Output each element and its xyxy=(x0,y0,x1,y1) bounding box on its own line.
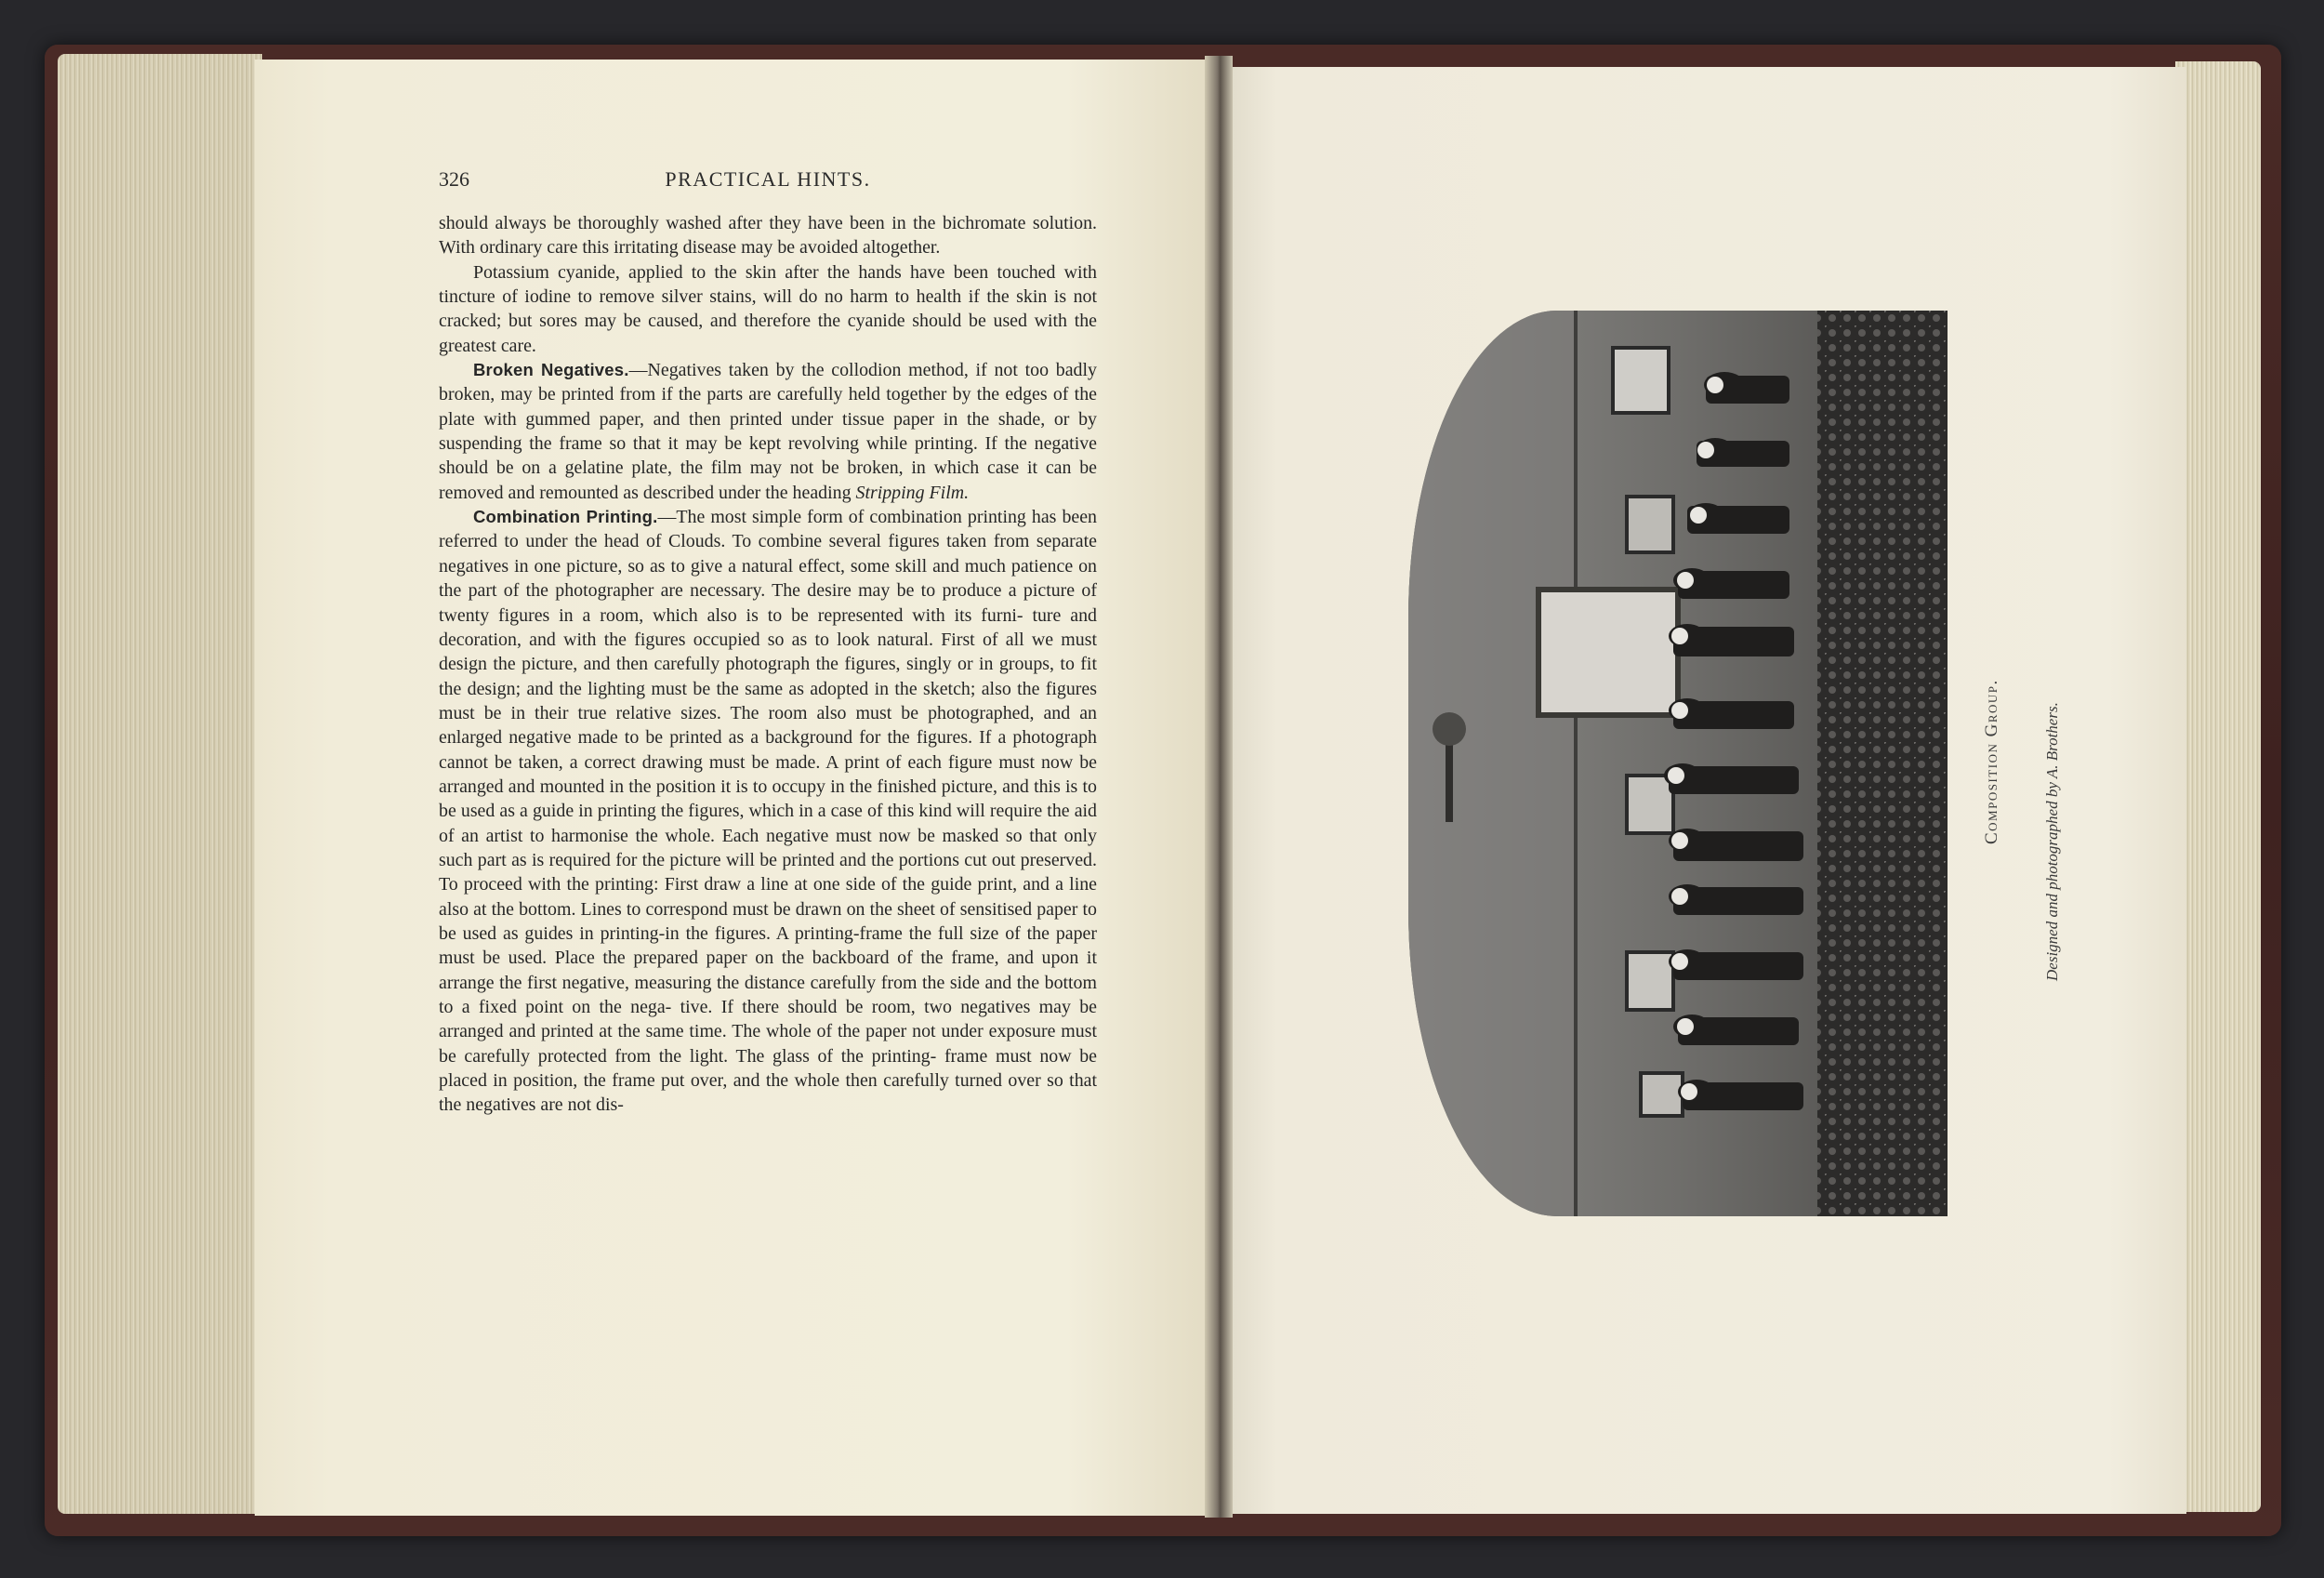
text-line: case it can be removed and remounted as described under the heading xyxy=(439,457,1097,503)
text-line: printing-in the figures. A printing-frame the full size of the paper xyxy=(600,922,1097,944)
text-line: bichromate solution. With ordinary care this irritating disease may xyxy=(439,213,1097,259)
text-line: First of all we must design the picture, and then carefully photograph xyxy=(439,629,1097,675)
text-line: must be used. Place the prepared paper on the backboard of the xyxy=(439,948,944,969)
running-head xyxy=(439,167,1097,199)
text-line: made. A print of each figure must now be arranged and mounted in xyxy=(439,751,1097,797)
text-line: the figures, singly or in groups, to fit the design; and the lighting xyxy=(439,654,1097,699)
page-block-right-edge xyxy=(2175,61,2261,1512)
text-line: so that it may be kept revolving while printing. If the negative xyxy=(609,433,1097,455)
text-line: and an enlarged negative made to be printed as a background for the xyxy=(439,702,1097,749)
text-line: frame, and upon it arrange the first negative, measuring the distance xyxy=(439,948,1097,993)
text-line: Potassium cyanide, applied to the skin after the hands have been xyxy=(473,261,989,283)
text-line: printed under tissue paper in the shade, or by suspending the frame xyxy=(439,408,1097,455)
text-line: guide print, and a line also at the bottom. Lines to correspond must xyxy=(439,874,1097,920)
text-line: not too badly broken, may be printed from if the parts are carefully xyxy=(439,360,1097,405)
text-line: figures. If a photograph cannot be taken, a correct drawing must be xyxy=(439,727,1097,773)
page-number: 326 xyxy=(439,167,469,191)
book-gutter xyxy=(1205,56,1233,1518)
text-line: printed at the same time. The whole of the paper not under exposure xyxy=(541,1021,1056,1042)
paragraph xyxy=(439,260,1097,358)
text-line: whole then carefully turned over so that the negatives are not dis- xyxy=(439,1070,1097,1116)
text-line: printing has been referred to under the head of Clouds. To combine xyxy=(439,507,1097,552)
text-line: should always be thoroughly washed after they have been in the xyxy=(439,213,936,233)
text-line: touched with tincture of iodine to remove silver stains, will do no xyxy=(439,261,1097,308)
plate-title: Composition Group. xyxy=(1982,679,2001,844)
text-line: and therefore the cyanide should be used with the greatest care. xyxy=(439,311,1097,356)
paragraph-heading: Broken Negatives. xyxy=(473,360,629,380)
paragraph-heading: Combination Printing. xyxy=(473,507,658,527)
paragraph xyxy=(439,505,1097,1118)
text-line: will require the aid of an artist to harmonise the whole. Each xyxy=(439,801,1097,846)
text-line: twenty figures in a room, which also is to be represented with its furni- xyxy=(439,604,1023,626)
text-line: must be the same as adopted in the sketch; also the figures must be xyxy=(439,678,1097,723)
text-line: used as a guide in printing the figures, which in a case of this kind xyxy=(460,801,952,822)
text-line: tive. If there should be room, two negatives may be arranged and xyxy=(439,997,1097,1042)
text-line: held together by the edges of the plate with gummed paper, and then xyxy=(439,384,1097,430)
text-line: several figures taken from separate negatives in one picture, so as to xyxy=(439,531,1097,577)
page-block-left-edge xyxy=(58,54,262,1514)
text-line: photographer are necessary. The desire may be to produce a picture of xyxy=(555,580,1097,602)
paragraph xyxy=(439,211,1097,260)
italic-reference: Stripping Film. xyxy=(855,482,970,503)
text-line: negative must now be masked so that only such part as is required xyxy=(439,825,1098,870)
running-head-title: PRACTICAL HINTS. xyxy=(665,167,871,191)
text-line: —The most simple form of combination xyxy=(657,507,962,528)
paragraph xyxy=(439,358,1097,505)
text-line: in their true relative sizes. The room also must be photographed, xyxy=(510,702,1035,723)
text-line: ture and decoration, and with the figures occupied so as to look natural. xyxy=(439,604,1097,650)
plate-credit: Designed and photographed by A. Brothers. xyxy=(2043,702,2061,981)
body-text xyxy=(439,211,1097,1118)
text-line: harm to health if the skin is not cracked; but sores may be caused, xyxy=(439,286,1097,332)
text-line: To proceed with the printing: First draw a line at one side of the xyxy=(439,874,925,895)
text-line: must be carefully protected from the light. The glass of the printing- xyxy=(439,1021,1097,1067)
text-line: carefully from the side and the bottom to a fixed point on the nega- xyxy=(439,972,1097,1017)
text-line: give a natural effect, some skill and much patience on the part of the xyxy=(439,555,1097,602)
text-line: —Negatives taken by the collodion method, if xyxy=(628,360,987,381)
text-line: frame must now be placed in position, the frame put over, and the xyxy=(439,1045,1097,1092)
text-line: be drawn on the sheet of sensitised paper to be used as guides in xyxy=(439,898,1097,944)
composition-group-photograph xyxy=(1408,311,1948,1216)
text-line: should be on a gelatine plate, the film may not be broken, in which xyxy=(439,457,980,479)
text-line: be avoided altogether. xyxy=(777,237,941,259)
text-line: the position it is to occupy in the finished picture, and this is to be xyxy=(439,776,1097,822)
text-line: for the picture will be printed and the portions cut out preserved. xyxy=(615,849,1097,870)
